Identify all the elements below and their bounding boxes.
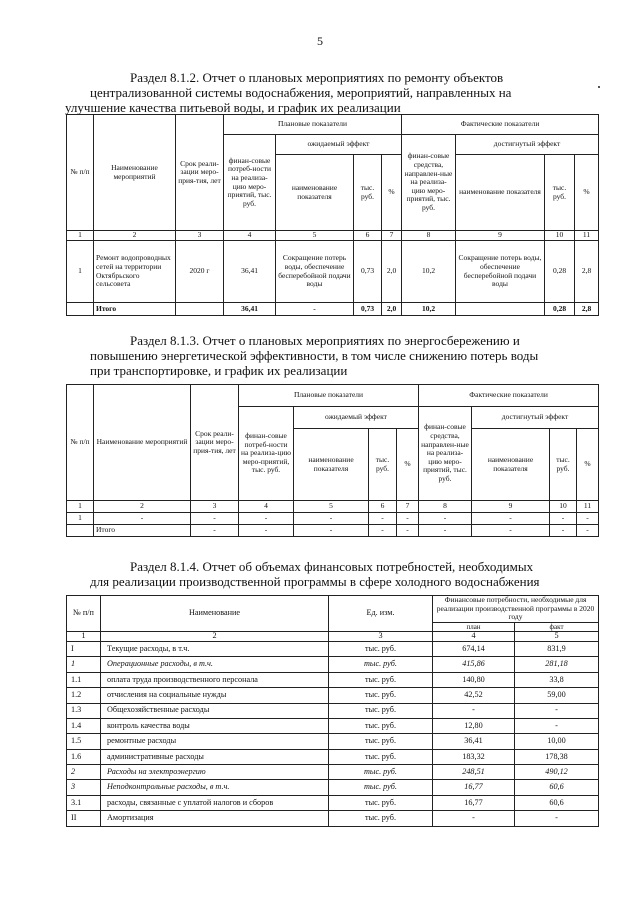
- cell-num: 3: [67, 780, 101, 795]
- table-row: [67, 641, 599, 656]
- section-8-1-4-heading: [90, 559, 600, 589]
- col-number: 4: [433, 632, 515, 642]
- total-row: [67, 525, 599, 537]
- cell-num: II: [67, 811, 101, 826]
- cell-fact: 60,6: [515, 780, 599, 795]
- heading-line: для реализации производственной программы в сфере холодного водоснабжения: [90, 574, 540, 589]
- cell: 2,0: [382, 241, 402, 303]
- cell-unit: тыс. руб.: [329, 765, 433, 780]
- cell: -: [94, 513, 191, 525]
- col-number: 5: [276, 231, 354, 241]
- hdr-planned: Плановые показатели: [239, 385, 419, 407]
- cell: [67, 525, 94, 537]
- col-number: 4: [239, 501, 294, 513]
- table-row: [67, 734, 599, 749]
- hdr-achieved: достигнутый эффект: [472, 407, 599, 429]
- cell: -: [397, 513, 419, 525]
- total-row: [67, 303, 599, 316]
- hdr-pct: %: [575, 155, 599, 231]
- hdr-achieved: достигнутый эффект: [456, 135, 599, 155]
- cell: -: [419, 525, 472, 537]
- cell-unit: тыс. руб.: [329, 688, 433, 703]
- cell-unit: тыс. руб.: [329, 672, 433, 687]
- col-number: 7: [397, 501, 419, 513]
- cell: 1: [67, 513, 94, 525]
- cell: -: [577, 525, 599, 537]
- cell-plan: 415,86: [433, 657, 515, 672]
- cell: -: [472, 525, 550, 537]
- hdr-fin-actual: финан-совые средства, направлен-ные на реализа-цию меро-приятий, тыс. руб.: [402, 135, 456, 231]
- col-number: 3: [329, 632, 433, 642]
- cell-fact: 33,8: [515, 672, 599, 687]
- cell: [456, 303, 545, 316]
- cell-num: 1.3: [67, 703, 101, 718]
- hdr-pct: %: [577, 429, 599, 501]
- cell-fact: 490,12: [515, 765, 599, 780]
- table-row: [67, 241, 599, 303]
- hdr-term: Срок реали-зации меро-прия-тия, лет: [176, 115, 224, 231]
- cell: 2,8: [575, 303, 599, 316]
- cell: [176, 303, 224, 316]
- cell-name: Общехозяйственные расходы: [101, 703, 329, 718]
- cell: 10,2: [402, 303, 456, 316]
- cell: -: [239, 525, 294, 537]
- col-number: 3: [191, 501, 239, 513]
- cell-name: Неподконтрольные расходы, в т.ч.: [101, 780, 329, 795]
- heading-line: улучшение качества питьевой воды, и график их реализации: [65, 100, 401, 115]
- cell-name: контроль качества воды: [101, 718, 329, 733]
- col-number: 11: [575, 231, 599, 241]
- col-number: 1: [67, 231, 94, 241]
- hdr-term: Срок реали-зации меро-прия-тия, лет: [191, 385, 239, 501]
- cell-fact: 178,38: [515, 749, 599, 764]
- cell-plan: 183,32: [433, 749, 515, 764]
- cell-num: 2: [67, 765, 101, 780]
- cell: 1: [67, 241, 94, 303]
- cell: Сокращение потерь воды, обеспечение бесперебойной подачи воды: [456, 241, 545, 303]
- col-number: 2: [101, 632, 329, 642]
- cell-fact: -: [515, 718, 599, 733]
- table-row: [67, 811, 599, 826]
- cell-fact: -: [515, 811, 599, 826]
- cell: 36,41: [224, 303, 276, 316]
- cell: -: [191, 513, 239, 525]
- cell: -: [550, 525, 577, 537]
- col-number: 2: [94, 231, 176, 241]
- cell-name: административные расходы: [101, 749, 329, 764]
- cell: -: [191, 525, 239, 537]
- cell-name: расходы, связанные с уплатой налогов и сборов: [101, 795, 329, 810]
- cell-plan: -: [433, 811, 515, 826]
- table-row: [67, 718, 599, 733]
- col-number: 3: [176, 231, 224, 241]
- section-8-1-2-heading: [65, 70, 600, 115]
- cell-unit: тыс. руб.: [329, 657, 433, 672]
- section-8-1-3-heading: [90, 333, 600, 378]
- cell: 0,73: [354, 241, 382, 303]
- cell-plan: 12,80: [433, 718, 515, 733]
- hdr-num: № п/п: [67, 596, 101, 632]
- cell-fact: 831,9: [515, 641, 599, 656]
- hdr-num: № п/п: [67, 385, 94, 501]
- cell-unit: тыс. руб.: [329, 734, 433, 749]
- hdr-fin-planned: финан-совые потреб-ности на реализа-цию меро-приятий, тыс. руб.: [239, 407, 294, 501]
- table-row: [67, 688, 599, 703]
- col-number: 4: [224, 231, 276, 241]
- cell-name: ремонтные расходы: [101, 734, 329, 749]
- hdr-name: Наименование мероприятий: [94, 385, 191, 501]
- cell: -: [239, 513, 294, 525]
- hdr-name: Наименование мероприятий: [94, 115, 176, 231]
- cell-fact: 60,6: [515, 795, 599, 810]
- col-number: 8: [402, 231, 456, 241]
- cell: -: [472, 513, 550, 525]
- cell: -: [294, 525, 369, 537]
- hdr-fin: Финансовые потребности, необходимые для реализации производственной программы в 2020 году: [433, 596, 599, 623]
- cell-name: оплата труда производственного персонала: [101, 672, 329, 687]
- col-number: 1: [67, 632, 101, 642]
- hdr-unit: Ед. изм.: [329, 596, 433, 632]
- cell-plan: 36,41: [433, 734, 515, 749]
- hdr-thous: тыс. руб.: [354, 155, 382, 231]
- cell-unit: тыс. руб.: [329, 795, 433, 810]
- table-row: [67, 672, 599, 687]
- col-number: 10: [545, 231, 575, 241]
- cell-name: Текущие расходы, в т.ч.: [101, 641, 329, 656]
- col-number: 5: [294, 501, 369, 513]
- cell: [67, 303, 94, 316]
- cell-plan: 16,77: [433, 780, 515, 795]
- cell-plan: -: [433, 703, 515, 718]
- financial-needs-table: [66, 595, 599, 827]
- col-number: 9: [456, 231, 545, 241]
- hdr-plan: план: [433, 622, 515, 632]
- hdr-indicator: наименование показателя: [294, 429, 369, 501]
- cell: 2,0: [382, 303, 402, 316]
- planned-repair-table: [66, 114, 599, 316]
- heading-line: Раздел 8.1.2. Отчет о плановых мероприятиях по ремонту объектов: [130, 70, 504, 85]
- cell: -: [397, 525, 419, 537]
- col-number: 2: [94, 501, 191, 513]
- table-row: [67, 765, 599, 780]
- cell: 0,28: [545, 303, 575, 316]
- col-number: 8: [419, 501, 472, 513]
- cell-unit: тыс. руб.: [329, 811, 433, 826]
- hdr-planned: Плановые показатели: [224, 115, 402, 135]
- table-row: [67, 657, 599, 672]
- hdr-fin-actual: финан-совые средства, направлен-ные на реализа-цию меро-приятий, тыс. руб.: [419, 407, 472, 501]
- hdr-pct: %: [397, 429, 419, 501]
- cell: 36,41: [224, 241, 276, 303]
- cell: 0,73: [354, 303, 382, 316]
- hdr-indicator: наименование показателя: [472, 429, 550, 501]
- cell-fact: 59,00: [515, 688, 599, 703]
- col-number: 10: [550, 501, 577, 513]
- table-row: [67, 780, 599, 795]
- cell-num: 1.1: [67, 672, 101, 687]
- hdr-num: № п/п: [67, 115, 94, 231]
- cell-name: отчисления на социальные нужды: [101, 688, 329, 703]
- table-row: [67, 513, 599, 525]
- cell-num: 1.4: [67, 718, 101, 733]
- cell-num: 1.5: [67, 734, 101, 749]
- cell-fact: -: [515, 703, 599, 718]
- cell: -: [276, 303, 354, 316]
- cell: 2020 г: [176, 241, 224, 303]
- cell-num: 1: [67, 657, 101, 672]
- cell-unit: тыс. руб.: [329, 641, 433, 656]
- hdr-fact: факт: [515, 622, 599, 632]
- col-number: 5: [515, 632, 599, 642]
- cell-plan: 42,52: [433, 688, 515, 703]
- cell: Итого: [94, 525, 191, 537]
- col-number: 11: [577, 501, 599, 513]
- cell-num: I: [67, 641, 101, 656]
- col-number: 7: [382, 231, 402, 241]
- cell: Итого: [94, 303, 176, 316]
- heading-line: повышению энергетической эффективности, в том числе снижению потерь воды: [90, 348, 539, 363]
- col-number: 6: [369, 501, 397, 513]
- hdr-thous: тыс. руб.: [550, 429, 577, 501]
- hdr-indicator: наименование показателя: [456, 155, 545, 231]
- hdr-fin-planned: финан-совые потреб-ности на реализа-цию меро-приятий, тыс. руб.: [224, 135, 276, 231]
- page-number: 5: [317, 34, 323, 48]
- col-number: 6: [354, 231, 382, 241]
- heading-line: Раздел 8.1.4. Отчет об объемах финансовых потребностей, необходимых: [130, 559, 534, 574]
- cell-plan: 248,51: [433, 765, 515, 780]
- cell-unit: тыс. руб.: [329, 780, 433, 795]
- cell: -: [369, 525, 397, 537]
- cell: 2,8: [575, 241, 599, 303]
- heading-line: централизованной системы водоснабжения, мероприятий, направленных на: [90, 85, 512, 100]
- cell: Ремонт водопроводных сетей на территории Октябрьского сельсовета: [94, 241, 176, 303]
- column-number-row: [67, 231, 599, 241]
- cell-num: 1.2: [67, 688, 101, 703]
- cell-fact: 281,18: [515, 657, 599, 672]
- cell-num: 3.1: [67, 795, 101, 810]
- cell: -: [369, 513, 397, 525]
- table-row: [67, 749, 599, 764]
- hdr-expected: ожидаемый эффект: [294, 407, 419, 429]
- hdr-thous: тыс. руб.: [369, 429, 397, 501]
- heading-line: при транспортировке, и график их реализации: [90, 363, 348, 378]
- cell: -: [577, 513, 599, 525]
- hdr-actual: Фактические показатели: [419, 385, 599, 407]
- cell: -: [294, 513, 369, 525]
- cell-fact: 10,00: [515, 734, 599, 749]
- cell: 0,28: [545, 241, 575, 303]
- cell-unit: тыс. руб.: [329, 749, 433, 764]
- table-row: [67, 703, 599, 718]
- cell-name: Амортизация: [101, 811, 329, 826]
- heading-line: Раздел 8.1.3. Отчет о плановых мероприятиях по энергосбережению и: [130, 333, 520, 348]
- energy-saving-table: [66, 384, 599, 537]
- cell: -: [419, 513, 472, 525]
- column-number-row: [67, 501, 599, 513]
- hdr-pct: %: [382, 155, 402, 231]
- cell-plan: 674,14: [433, 641, 515, 656]
- cell-num: 1.6: [67, 749, 101, 764]
- cell-name: Операционные расходы, в т.ч.: [101, 657, 329, 672]
- cell-unit: тыс. руб.: [329, 703, 433, 718]
- cell-name: Расходы на электроэнергию: [101, 765, 329, 780]
- hdr-thous: тыс. руб.: [545, 155, 575, 231]
- cell-plan: 140,80: [433, 672, 515, 687]
- column-number-row: [67, 632, 599, 642]
- table-row: [67, 795, 599, 810]
- col-number: 1: [67, 501, 94, 513]
- cell-unit: тыс. руб.: [329, 718, 433, 733]
- cell: 10,2: [402, 241, 456, 303]
- cell: Сокращение потерь воды, обеспечение бесперебойной подачи воды: [276, 241, 354, 303]
- cell-plan: 16,77: [433, 795, 515, 810]
- cell: -: [550, 513, 577, 525]
- hdr-expected: ожидаемый эффект: [276, 135, 402, 155]
- hdr-actual: Фактические показатели: [402, 115, 599, 135]
- hdr-indicator: наименование показателя: [276, 155, 354, 231]
- hdr-name: Наименование: [101, 596, 329, 632]
- col-number: 9: [472, 501, 550, 513]
